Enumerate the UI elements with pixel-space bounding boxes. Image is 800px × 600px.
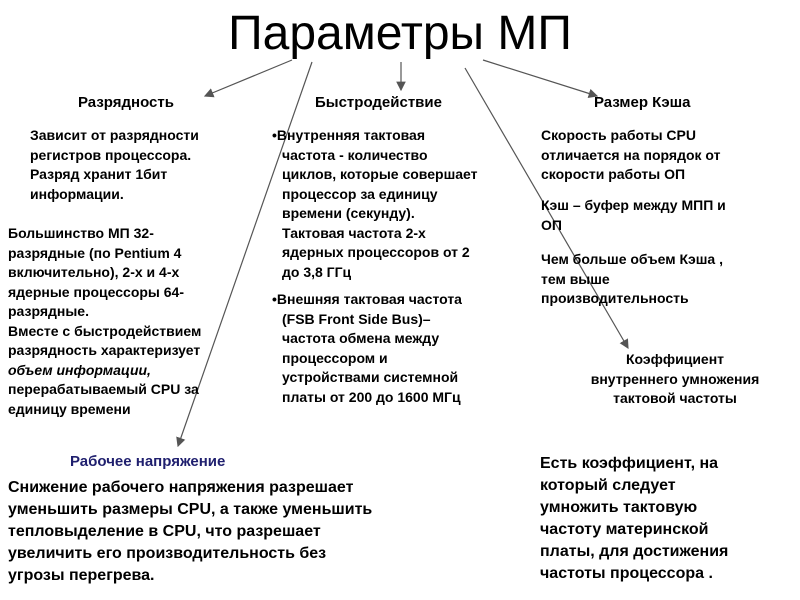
multiplier-label: Коэффициент внутреннего умножения тактовой частоты	[590, 351, 760, 406]
page-title: Параметры МП	[228, 7, 572, 60]
bitness-details-end: перерабатываемый CPU за единицу времени	[8, 381, 199, 417]
heading-bitness: Разрядность	[78, 94, 174, 111]
cache-p3: Чем больше объем Кэша , тем выше производительность	[541, 251, 723, 306]
cache-p1: Скорость работы CPU отличается на порядок от скорости работы ОП	[541, 127, 721, 182]
arrow-to-cache	[483, 60, 597, 96]
voltage-text: Снижение рабочего напряжения разрешает уменьшить размеры CPU, а также уменьшить тепловыделение в CPU, что разрешает увеличить его производительность без угрозы перегрева.	[8, 479, 373, 584]
bitness-details	[8, 224, 268, 419]
bitness-details-text: Большинство МП 32- разрядные (по Pentium 4 включительно), 2-х и 4-х ядерные процессоры 64- разрядные. Вместе с быстродействием разрядность характеризует	[8, 225, 202, 358]
speed-bullets	[272, 126, 532, 407]
arrow-to-bitness	[205, 60, 292, 96]
cache-text	[541, 126, 791, 185]
bitness-intro: Зависит от разрядности регистров процессора. Разряд хранит 1бит информации.	[30, 127, 199, 202]
voltage-label: Рабочее напряжение	[70, 453, 226, 470]
speed-bullet-internal: •Внутренняя тактовая частота - количество циклов, которые совершает процессор за единицу времени (секунду). Тактовая частота 2-х ядерных процессоров от 2 до 3,8 ГГц	[272, 127, 478, 280]
heading-cache: Размер Кэша	[594, 94, 691, 111]
heading-speed: Быстродействие	[315, 94, 442, 111]
multiplier-text: Есть коэффициент, на который следует умножить тактовую частоту материнской платы, для достижения частоты процессора .	[540, 455, 729, 582]
bitness-details-italic: объем информации,	[8, 361, 151, 378]
cache-p2: Кэш – буфер между МПП и ОП	[541, 197, 726, 233]
speed-bullet-external: •Внешняя тактовая частота (FSB Front Side Bus)– частота обмена между процессором и устройствами системной платы от 200 до 1600 МГц	[272, 291, 462, 405]
